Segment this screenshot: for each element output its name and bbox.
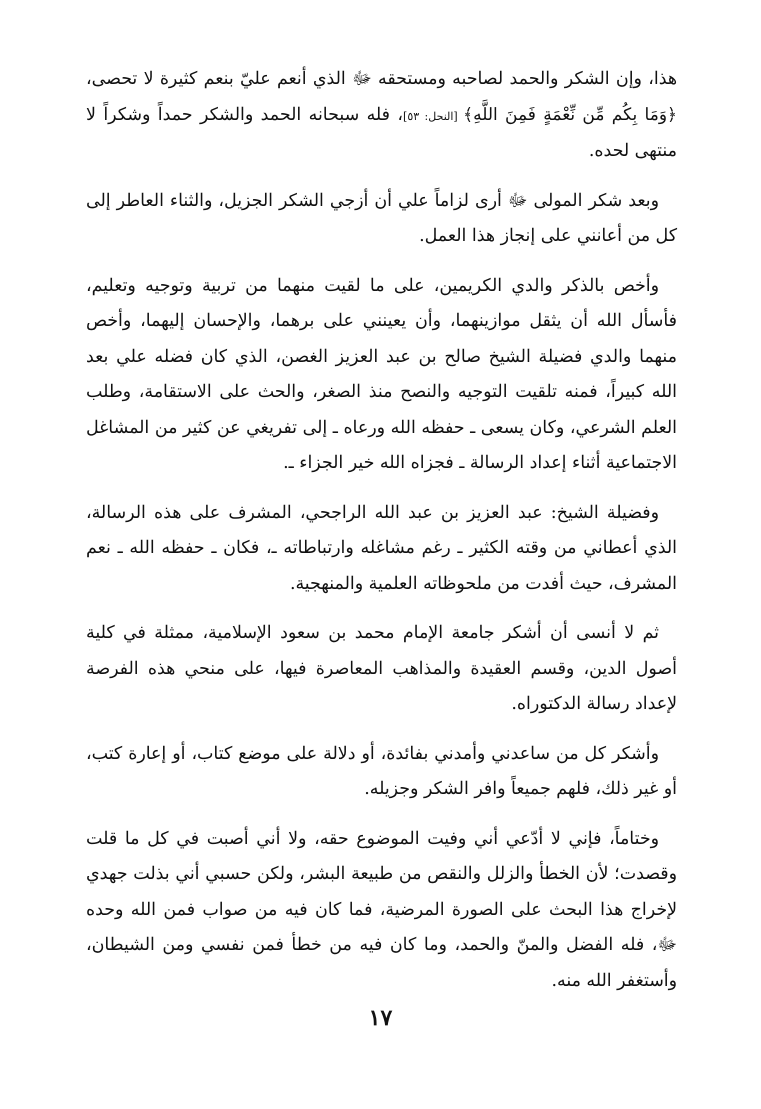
paragraph-university: ثم لا أنسى أن أشكر جامعة الإمام محمد بن سعود الإسلامية، ممثلة في كلية أصول الدين، وقسم العقيدة والمذاهب المعاصرة فيها، على منحي هذه الفرصة لإعداد رسالة الدكتوراه. — [86, 623, 677, 714]
verse-reference: [النحل: ٥٣] — [403, 109, 464, 123]
paragraph-supervisor: وفضيلة الشيخ: عبد العزيز بن عبد الله الراجحي، المشرف على هذه الرسالة، الذي أعطاني من وقته الكثير ـ رغم مشاغله وارتباطاته ـ، فكان ـ حفظه الله ـ نعم المشرف، حيث أفدت من ملحوظاته العلمية والمنهجية. — [86, 502, 677, 594]
quran-verse: ﴿وَمَا بِكُم مِّن نِّعْمَةٍ فَمِنَ اللَّهِ﴾ — [463, 104, 677, 125]
paragraph-helpers: وأشكر كل من ساعدني وأمدني بفائدة، أو دلالة على موضع كتاب، أو إعارة كتب، أو غير ذلك، فلهم جميعاً وافر الشكر وجزيله. — [86, 743, 677, 799]
paragraph-thanks-god: وبعد شكر المولى ﷻ أرى لزاماً علي أن أزجي الشكر الجزيل، والثناء العاطر إلى كل من أعانني على إنجاز هذا العمل. — [86, 190, 677, 246]
page-number: ١٧ — [368, 1005, 393, 1031]
paragraph-praise — [86, 62, 677, 170]
paragraph-closing: وختاماً، فإني لا أدّعي أني وفيت الموضوع حقه، ولا أني أصبت في كل ما قلت وقصدت؛ لأن الخطأ والزلل والنقص من طبيعة البشر، ولكن حسبي أني بذلت جهدي لإخراج هذا البحث على الصورة المرضية، فما كان فيه من صواب فمن الله وحده ﷻ، فله الفضل والمنّ والحمد، وما كان فيه من خطأ فمن نفسي ومن الشيطان، وأستغفر الله منه. — [86, 828, 677, 991]
praise-text-end: ، فله سبحانه الحمد والشكر حمداً وشكراً لا منتهى لحده. — [86, 104, 677, 161]
paragraph-parents: وأخص بالذكر والدي الكريمين، على ما لقيت منهما من تربية وتوجيه وتعليم، فأسأل الله أن يثقل موازينهما، وأن يعينني على برهما، والإحسان إليهما، وأخص منهما والدي فضيلة الشيخ صالح بن عبد العزيز الغصن، الذي كان فضله علي بعد الله كبيراً، فمنه تلقيت التوجيه والنصح منذ الصغر، والحث على الاستقامة، وطلب العلم الشرعي، وكان يسعى ـ حفظه الله ورعاه ـ إلى تفريغي عن كثير من المشاغل الاجتماعية أثناء إعداد الرسالة ـ فجزاه الله خير الجزاء ـ. — [86, 275, 677, 473]
praise-text-start: هذا، وإن الشكر والحمد لصاحبه ومستحقه ﷻ الذي أنعم عليّ بنعم كثيرة لا تحصى، — [86, 69, 677, 89]
